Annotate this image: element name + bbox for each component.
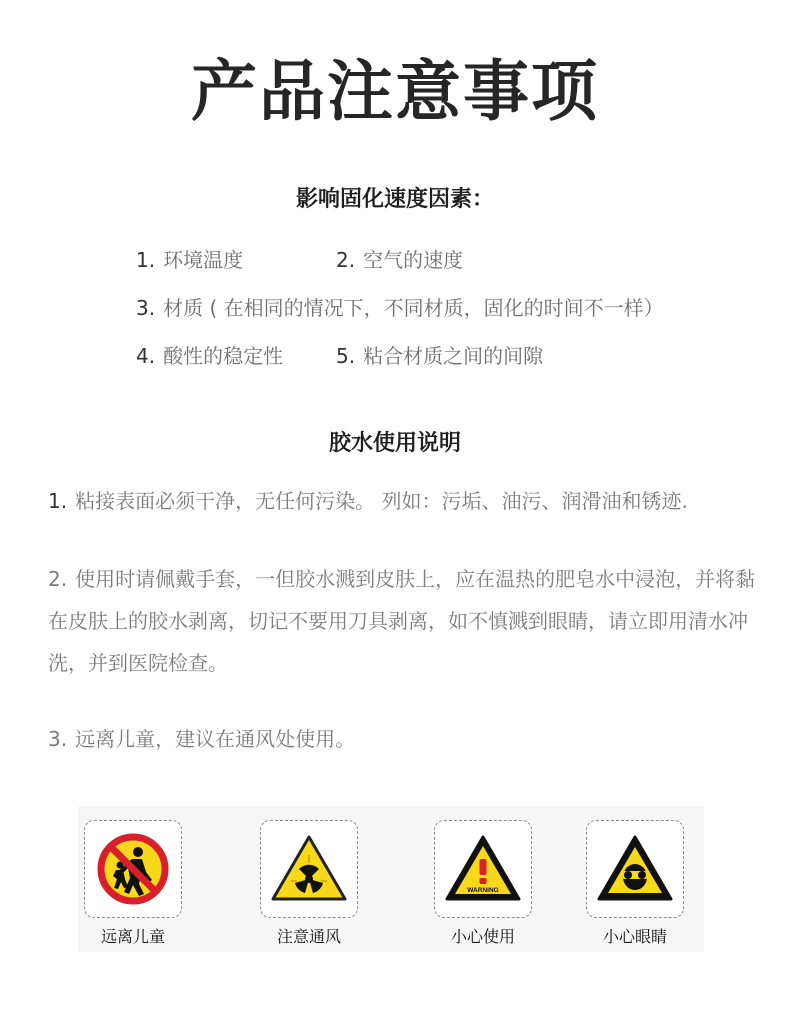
factor-item-4 (136, 340, 283, 369)
usage-item-3 (48, 718, 758, 760)
factor-text: 环境温度 (163, 248, 244, 272)
usage-item-1 (48, 480, 758, 522)
sign-no-children (84, 820, 182, 947)
factor-text: 酸性的稳定性 (163, 344, 284, 368)
sign-label: 注意通风 (276, 927, 341, 946)
warning-text: WARNING (467, 887, 499, 894)
sign-label: 远离儿童 (100, 927, 165, 946)
sign-label: 小心眼睛 (602, 927, 667, 946)
eye-protection-icon (595, 833, 675, 905)
usage-text: 粘接表面必须干净，无任何污染。 列如：污垢、油污、润滑油和锈迹. (75, 489, 688, 513)
ventilation-warning-icon (269, 833, 349, 905)
factor-number: 1. (136, 248, 156, 272)
factor-text: 材质 ( 在相同的情况下，不同材质，固化的时间不一样） (163, 296, 664, 320)
no-children-icon (96, 832, 170, 906)
usage-number: 3. (48, 727, 68, 751)
factor-number: 4. (136, 344, 156, 368)
usage-number: 2. (48, 567, 68, 591)
usage-number: 1. (48, 489, 68, 513)
sign-warning (434, 820, 532, 947)
factor-item-2 (336, 244, 463, 273)
factor-number: 5. (336, 344, 356, 368)
warning-icon (443, 833, 523, 905)
sign-ventilation (260, 820, 358, 947)
factor-item-1 (136, 244, 243, 273)
page-title: 产品注意事项 (191, 53, 599, 130)
usage-text: 远离儿童，建议在通风处使用。 (75, 727, 356, 751)
factor-text: 粘合材质之间的间隙 (363, 344, 544, 368)
sign-frame (260, 820, 358, 918)
section2-heading: 胶水使用说明 (328, 431, 461, 456)
factor-number: 3. (136, 296, 156, 320)
factor-text: 空气的速度 (363, 248, 464, 272)
section1-heading: 影响固化速度因素： (295, 187, 494, 212)
safety-signs-panel (78, 806, 704, 952)
sign-frame (84, 820, 182, 918)
factor-number: 2. (336, 248, 356, 272)
factor-item-3 (136, 292, 664, 321)
usage-item-2 (48, 558, 758, 684)
usage-text: 使用时请佩戴手套，一但胶水溅到皮肤上，应在温热的肥皂水中浸泡，并将黏在皮肤上的胶水剥离，切记不要用刀具剥离，如不慎溅到眼睛，请立即用清水冲洗，并到医院检查。 (48, 567, 756, 675)
sign-eye-protection (586, 820, 684, 947)
sign-label: 小心使用 (450, 927, 515, 946)
sign-frame (434, 820, 532, 918)
sign-frame (586, 820, 684, 918)
factor-item-5 (336, 340, 543, 369)
